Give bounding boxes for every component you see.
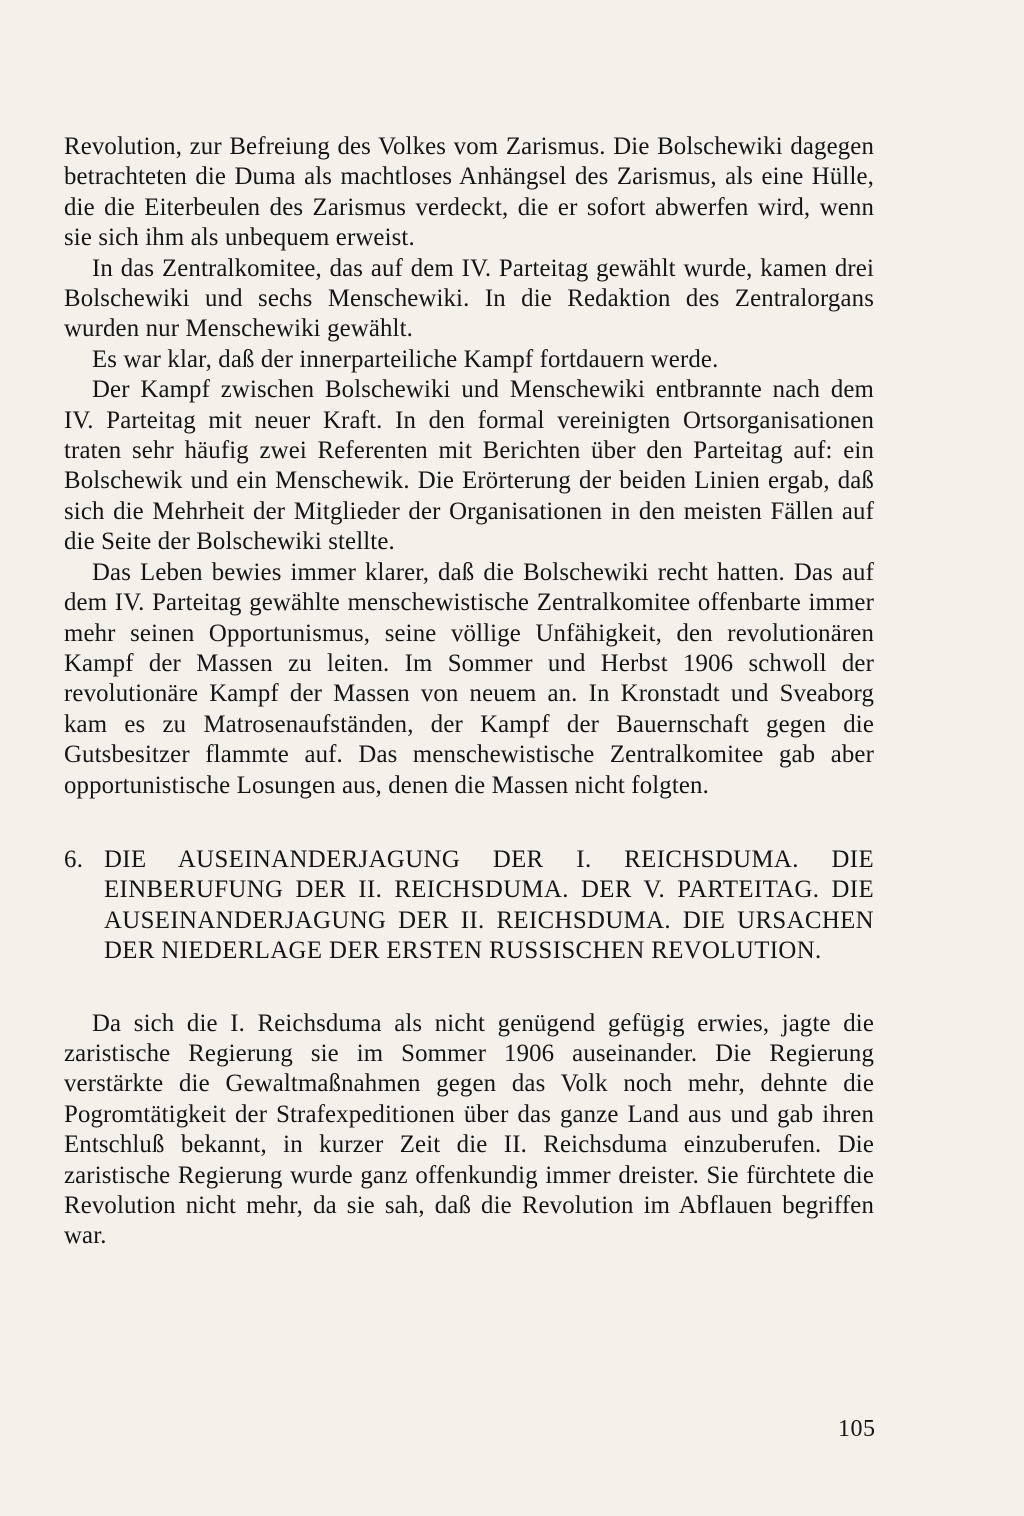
section-number: 6. (64, 845, 84, 873)
section-title: DIE AUSEINANDERJAGUNG DER I. REICHSDUMA. DIE EINBERUFUNG DER II. REICHSDUMA. DER V. PARTEITAG. DIE AUSEINANDERJAGUNG DER II. REICHSDUMA. DIE URSACHEN DER NIEDERLAGE DER ERSTEN RUSSISCHEN REVOLUTION. (104, 845, 874, 965)
paragraph-duma-dissolved: Da sich die I. Reichsduma als nicht genügend gefügig erwies, jagte die zaristische Regierung sie im Sommer 1906 auseinander. Die Regierung verstärkte die Gewaltmaßnahmen gegen das Volk noch mehr, dehnte die Pogromtätigkeit der Strafexpeditionen über das ganze Land aus und gab ihren Entschluß bekannt, in kurzer Zeit die II. Reichsduma einzuberufen. Die zaristische Regierung wurde ganz offenkundig immer dreister. Sie fürchtete die Revolution nicht mehr, da sie sah, daß die Revolution im Abflauen begriffen war. (64, 1009, 874, 1250)
page-number: 105 (838, 1416, 876, 1442)
paragraph-central-committee: In das Zentralkomitee, das auf dem IV. Parteitag gewählt wurde, kamen drei Bolschewiki und sechs Menschewiki. In die Redaktion des Zentralorgans wurden nur Menschewiki gewählt. (64, 254, 874, 343)
section-heading (64, 845, 874, 967)
paragraph-inner-party-struggle: Es war klar, daß der innerparteiliche Kampf fortdauern werde. (92, 345, 719, 373)
paragraph-duma-views: Revolution, zur Befreiung des Volkes vom Zarismus. Die Bolschewiki dagegen betrachteten die Duma als machtloses Anhängsel des Zarismus, als eine Hülle, die die Eiterbeulen des Zarismus verdeckt, die er sofort abwerfen wird, wenn sie sich ihm als unbequem erweist. (64, 133, 874, 252)
paragraph-bolsheviks-right: Das Leben bewies immer klarer, daß die Bolschewiki recht hatten. Das auf dem IV. Parteitag gewählte menschewistische Zentralkomitee offenbarte immer mehr seinen Opportunismus, seine völlige Unfähigkeit, den revolutionären Kampf der Massen zu leiten. Im Sommer und Herbst 1906 schwoll der revolutionäre Kampf der Massen von neuem an. In Kronstadt und Sveaborg kam es zu Matrosenaufständen, der Kampf der Bauernschaft gegen die Gutsbesitzer flammte auf. Das menschewistische Zentralkomitee gab aber opportunistische Losungen aus, denen die Massen nicht folgten. (64, 558, 874, 799)
paragraph-struggle-intensified: Der Kampf zwischen Bolschewiki und Menschewiki entbrannte nach dem IV. Parteitag mit neuer Kraft. In den formal vereinigten Ortsorganisationen traten sehr häufig zwei Referenten mit Berichten über den Parteitag auf: ein Bolschewik und ein Menschewik. Die Erörterung der beiden Linien ergab, daß sich die Mehrheit der Mitglieder der Organisationen in den meisten Fällen auf die Seite der Bolschewiki stellte. (64, 376, 874, 556)
heading-spacer (64, 967, 874, 1009)
